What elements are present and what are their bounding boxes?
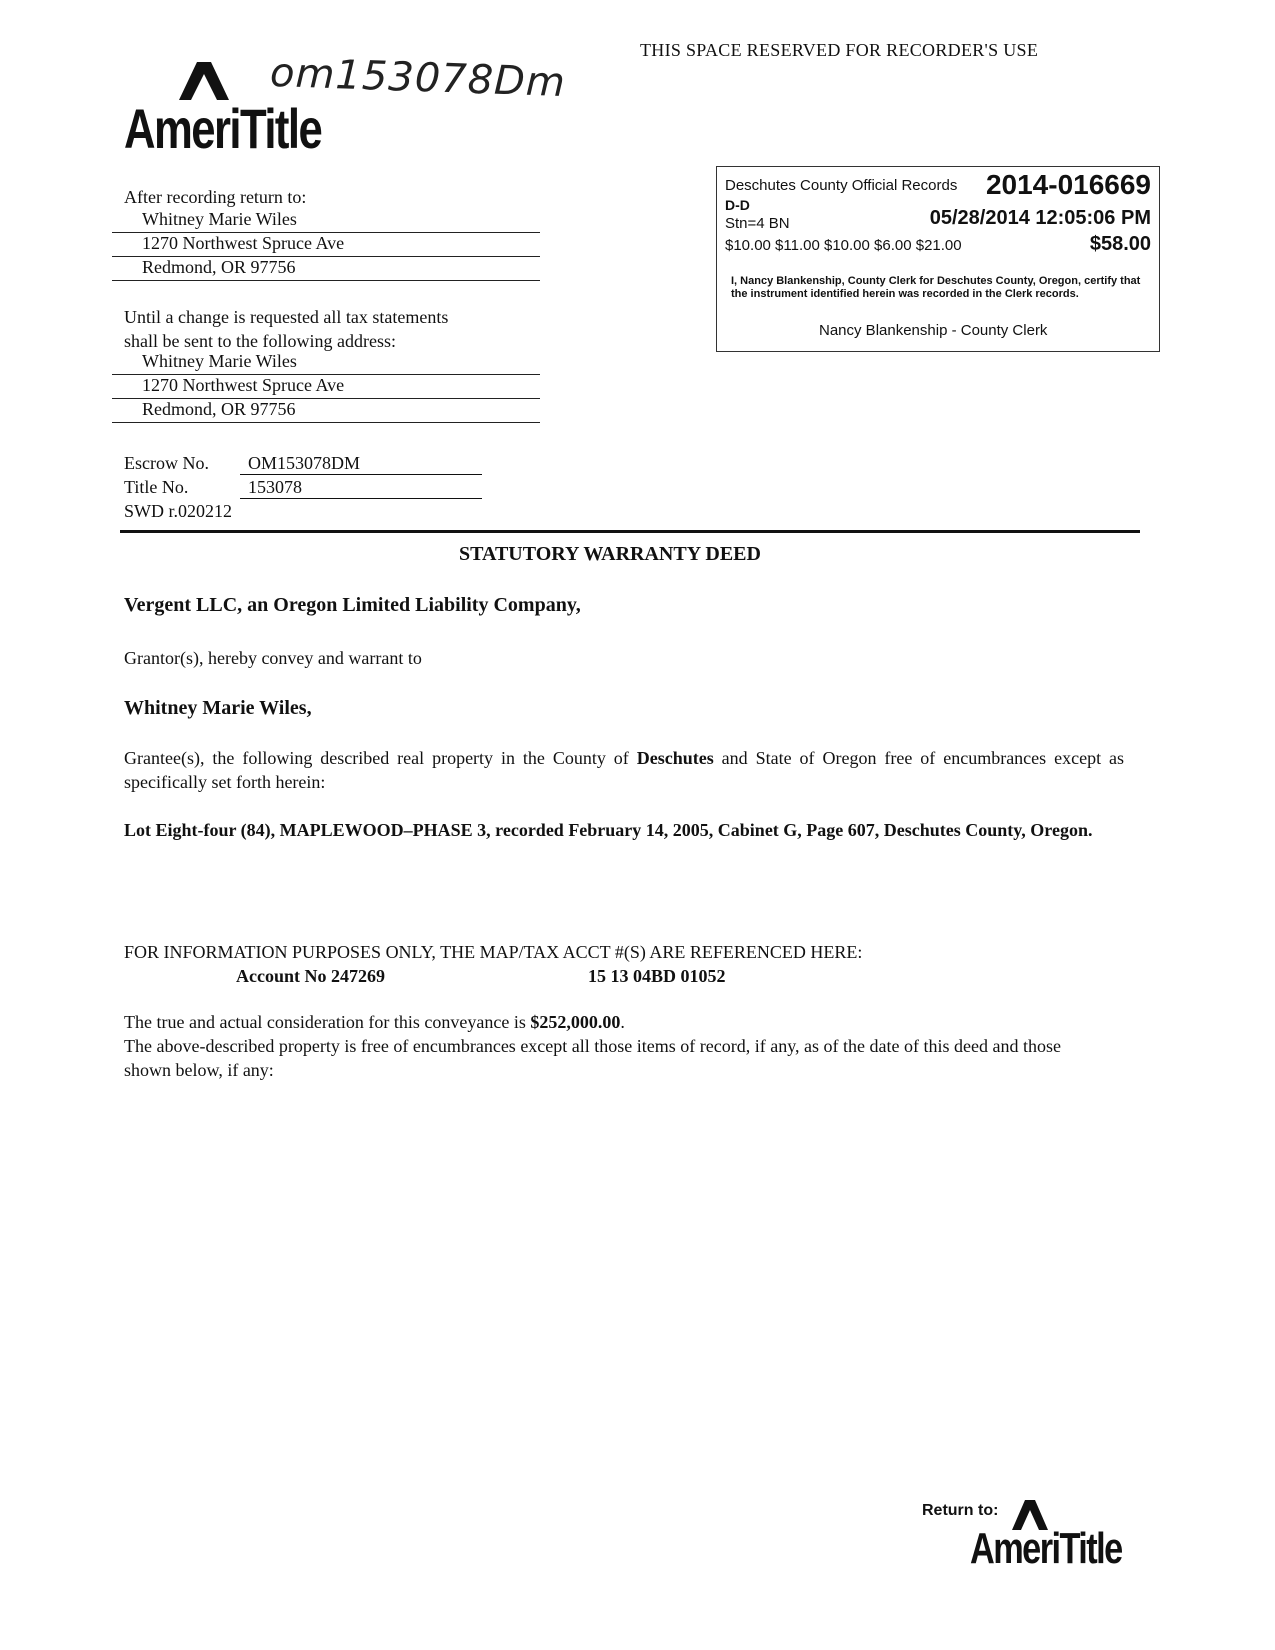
stamp-signature: Nancy Blankenship - County Clerk bbox=[819, 322, 1048, 339]
stamp-timestamp: 05/28/2014 12:05:06 PM bbox=[929, 207, 1151, 229]
tax-address-line: Whitney Marie Wiles bbox=[112, 350, 540, 375]
stamp-total: $58.00 bbox=[1089, 233, 1151, 255]
stamp-doc-type: D-D bbox=[725, 197, 750, 213]
logo-wordmark: AmeriTitle bbox=[124, 97, 322, 160]
grantee-name: Whitney Marie Wiles, bbox=[124, 697, 312, 719]
tax-address-line: 1270 Northwest Spruce Ave bbox=[112, 374, 540, 399]
deed-title: STATUTORY WARRANTY DEED bbox=[459, 543, 761, 565]
tax-address-label: Until a change is requested all tax statements bbox=[124, 307, 449, 327]
handwritten-escrow-note: om153078Dm bbox=[269, 49, 567, 107]
stamp-office: Deschutes County Official Records bbox=[725, 177, 958, 194]
consideration-line: The true and actual consideration for this conveyance is $252,000.00. bbox=[124, 1012, 625, 1032]
map-tax-number: 15 13 04BD 01052 bbox=[588, 966, 726, 986]
return-address-line: 1270 Northwest Spruce Ave bbox=[112, 232, 540, 257]
escrow-label: Escrow No. bbox=[124, 453, 209, 473]
return-address-label: After recording return to: bbox=[124, 187, 307, 207]
stamp-fees: $10.00 $11.00 $10.00 $6.00 $21.00 bbox=[725, 237, 962, 254]
title-label: Title No. bbox=[124, 477, 189, 497]
info-heading: FOR INFORMATION PURPOSES ONLY, THE MAP/TAX ACCT #(S) ARE REFERENCED HERE: bbox=[124, 942, 863, 962]
consideration-amount: $252,000.00 bbox=[530, 1012, 621, 1032]
convey-text: Grantor(s), hereby convey and warrant to bbox=[124, 648, 422, 668]
form-code: SWD r.020212 bbox=[124, 501, 232, 521]
return-address-line: Redmond, OR 97756 bbox=[112, 256, 540, 281]
ameri-title-mark-icon bbox=[179, 62, 229, 100]
tax-address-label: shall be sent to the following address: bbox=[124, 331, 396, 351]
return-address-line: Whitney Marie Wiles bbox=[112, 208, 540, 233]
footer-logo-wordmark: AmeriTitle bbox=[970, 1524, 1122, 1573]
stamp-certification: I, Nancy Blankenship, County Clerk for Deschutes County, Oregon, certify that the instrument identified herein was recorded in the Clerk records. bbox=[731, 275, 1141, 300]
grantor-name: Vergent LLC, an Oregon Limited Liability Company, bbox=[124, 594, 581, 616]
stamp-station: Stn=4 BN bbox=[725, 215, 790, 232]
legal-description: Lot Eight-four (84), MAPLEWOOD–PHASE 3, recorded February 14, 2005, Cabinet G, Page 607, Deschutes County, Oregon. bbox=[124, 820, 1093, 840]
section-divider bbox=[120, 530, 1140, 533]
tax-address-line: Redmond, OR 97756 bbox=[112, 398, 540, 423]
recorder-reserved-label: THIS SPACE RESERVED FOR RECORDER'S USE bbox=[640, 40, 1039, 60]
grantee-paragraph: Grantee(s), the following described real property in the County of Deschutes and State of Oregon free of encumbrances except as specifically set forth herein: bbox=[124, 748, 1124, 792]
county-name: Deschutes bbox=[636, 748, 714, 768]
account-number: Account No 247269 bbox=[236, 966, 385, 986]
stamp-record-number: 2014-016669 bbox=[985, 169, 1151, 200]
escrow-number: OM153078DM bbox=[240, 452, 482, 475]
recorder-stamp bbox=[716, 166, 1160, 352]
return-to-label: Return to: bbox=[922, 1502, 999, 1519]
title-number: 153078 bbox=[240, 476, 482, 499]
encumbrance-text: The above-described property is free of encumbrances except all those items of record, if any, as of the date of this deed and those shown below, if any: bbox=[124, 1036, 1061, 1080]
